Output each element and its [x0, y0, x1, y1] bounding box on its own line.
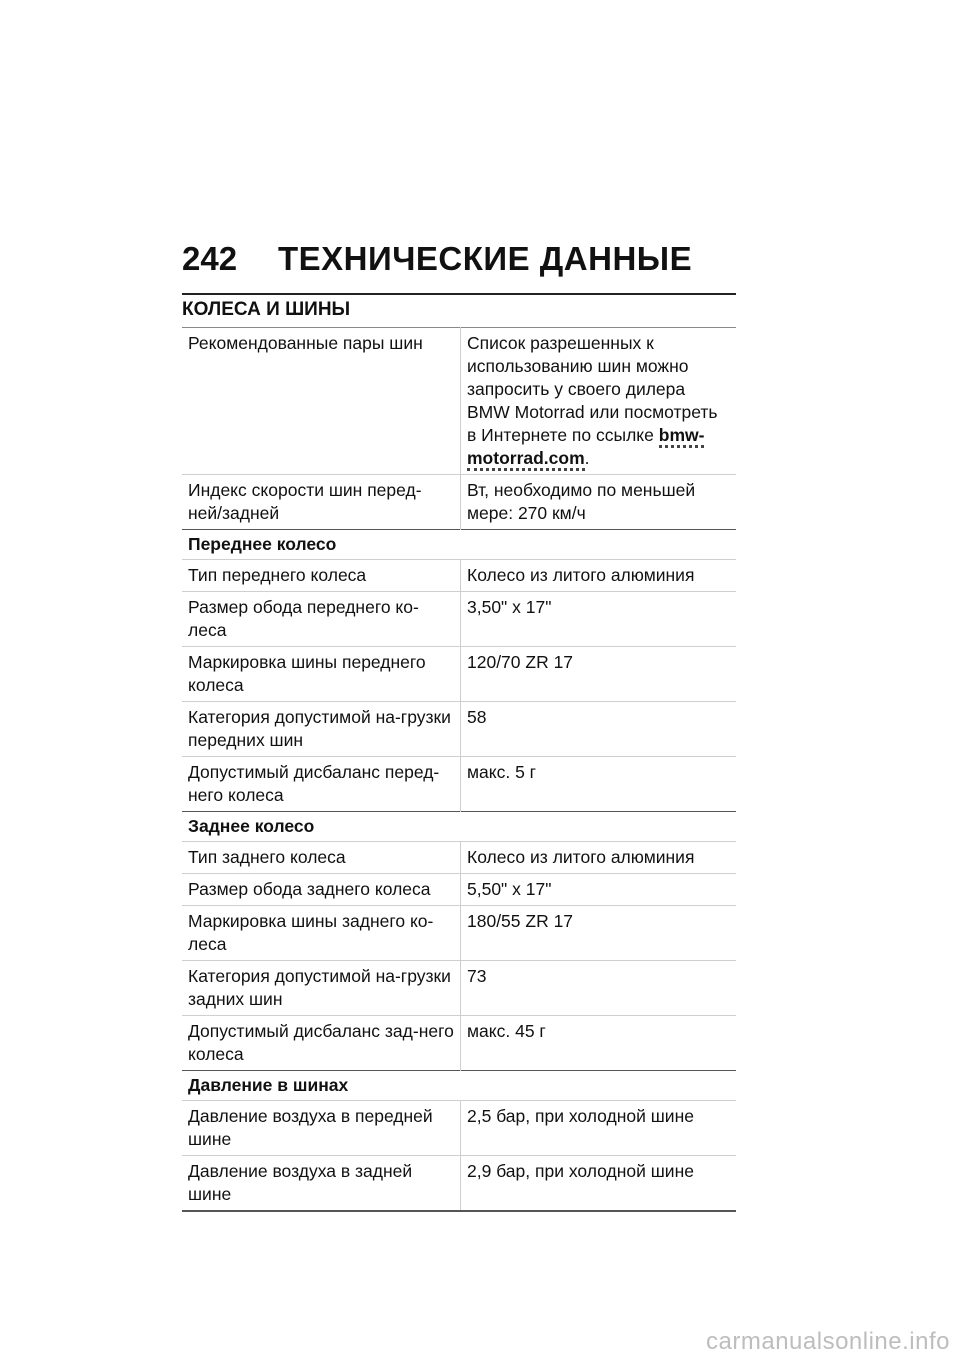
- row-label: Тип заднего колеса: [182, 842, 461, 874]
- table-row: [182, 475, 736, 530]
- table-row: [182, 592, 736, 647]
- subheading-row: [182, 812, 736, 842]
- page-number: 242: [182, 240, 238, 277]
- row-value: 73: [461, 961, 737, 1016]
- subheading-row: [182, 530, 736, 560]
- row-label: Рекомендованные пары шин: [182, 328, 461, 475]
- row-label: Тип переднего колеса: [182, 560, 461, 592]
- row-label: Размер обода переднего ко-леса: [182, 592, 461, 647]
- header-rule: [182, 293, 736, 295]
- row-value: Колесо из литого алюминия: [461, 842, 737, 874]
- front-wheel-heading: Переднее колесо: [182, 530, 736, 560]
- bmw-motorrad-link[interactable]: bmw-motorrad.com: [467, 425, 704, 471]
- table-row: [182, 702, 736, 757]
- row-value: 2,9 бар, при холодной шине: [461, 1156, 737, 1212]
- watermark: carmanualsonline.info: [706, 1328, 950, 1355]
- table-row: [182, 842, 736, 874]
- row-value: 3,50" x 17": [461, 592, 737, 647]
- row-value: макс. 5 г: [461, 757, 737, 812]
- row-label: Допустимый дисбаланс зад-него колеса: [182, 1016, 461, 1071]
- row-value: 180/55 ZR 17: [461, 906, 737, 961]
- row-value: Вт, необходимо по меньшей мере: 270 км/ч: [461, 475, 737, 530]
- row-value: Колесо из литого алюминия: [461, 560, 737, 592]
- row-value: 120/70 ZR 17: [461, 647, 737, 702]
- subheading-row: [182, 1071, 736, 1101]
- row-label: Маркировка шины переднего колеса: [182, 647, 461, 702]
- section-title: КОЛЕСА И ШИНЫ: [182, 299, 351, 320]
- table-row: [182, 874, 736, 906]
- row-label: Давление воздуха в задней шине: [182, 1156, 461, 1212]
- row-value: [461, 328, 737, 475]
- tire-pressure-heading: Давление в шинах: [182, 1071, 736, 1101]
- table-row: [182, 1156, 736, 1212]
- row-value: 2,5 бар, при холодной шине: [461, 1101, 737, 1156]
- table-row: [182, 1016, 736, 1071]
- table-row: [182, 906, 736, 961]
- row-label: Категория допустимой на-грузки задних шин: [182, 961, 461, 1016]
- page-title: ТЕХНИЧЕСКИЕ ДАННЫЕ: [278, 240, 693, 277]
- table-row: [182, 757, 736, 812]
- table-row: [182, 647, 736, 702]
- row-label: Категория допустимой на-грузки передних шин: [182, 702, 461, 757]
- rear-wheel-heading: Заднее колесо: [182, 812, 736, 842]
- row-value: 5,50" x 17": [461, 874, 737, 906]
- row-label: Допустимый дисбаланс перед-него колеса: [182, 757, 461, 812]
- table-row: [182, 1101, 736, 1156]
- page-header: [182, 240, 692, 278]
- table-row: [182, 961, 736, 1016]
- specs-table: [182, 327, 736, 1212]
- table-row: [182, 328, 736, 475]
- row-value: макс. 45 г: [461, 1016, 737, 1071]
- row-label: Давление воздуха в передней шине: [182, 1101, 461, 1156]
- row-label: Индекс скорости шин перед-ней/задней: [182, 475, 461, 530]
- row-value-text: Список разрешенных к использованию шин можно запросить у своего дилера BMW Motorrad или посмотреть в Интернете по ссылке: [467, 333, 718, 445]
- row-label: Маркировка шины заднего ко-леса: [182, 906, 461, 961]
- row-label: Размер обода заднего колеса: [182, 874, 461, 906]
- row-value: 58: [461, 702, 737, 757]
- row-value-tail: .: [584, 448, 590, 468]
- table-row: [182, 560, 736, 592]
